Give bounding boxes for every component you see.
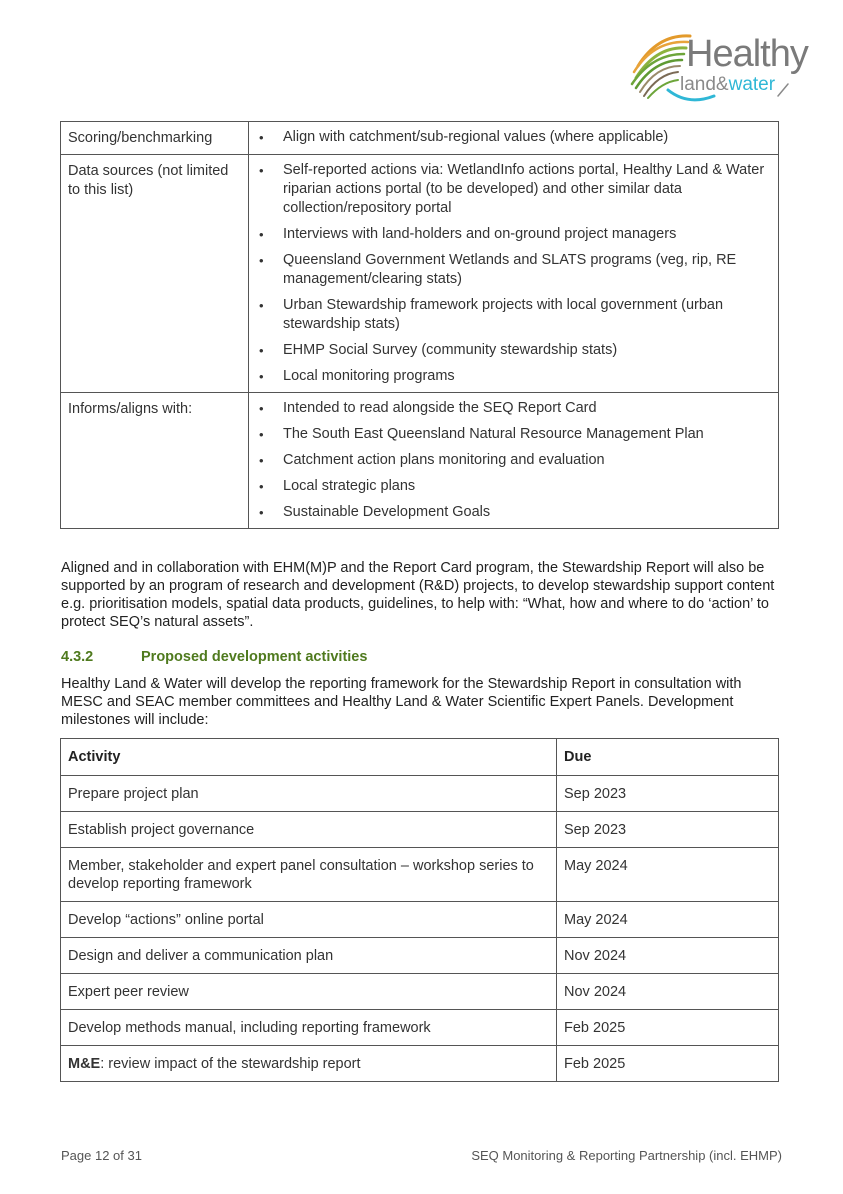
footer-page-number: Page 12 of 31 [61, 1148, 142, 1163]
activity-bold-prefix: M&E [68, 1056, 101, 1072]
list-item: • The South East Queensland Natural Resource Management Plan [257, 425, 768, 444]
activity-table [60, 738, 779, 1082]
row-content [249, 393, 779, 529]
table-row [61, 812, 779, 848]
row-label: Data sources (not limited to this list) [61, 155, 249, 393]
logo-word-water: water [728, 74, 776, 95]
activity-cell: Develop “actions” online portal [61, 902, 557, 938]
bullet-list [257, 128, 768, 147]
table-row [61, 902, 779, 938]
list-item: • Interviews with land-holders and on-ground project managers [257, 225, 768, 244]
info-table [60, 121, 779, 529]
row-content [249, 122, 779, 155]
list-item: • Urban Stewardship framework projects with local government (urban stewardship stats) [257, 296, 768, 334]
due-cell: May 2024 [557, 848, 779, 902]
section-number: 4.3.2 [61, 649, 94, 665]
table-row [61, 1046, 779, 1082]
due-cell: Feb 2025 [557, 1046, 779, 1082]
logo-word-healthy: Healthy [686, 33, 808, 75]
list-item: • Align with catchment/sub-regional values (where applicable) [257, 128, 768, 147]
due-cell: Sep 2023 [557, 776, 779, 812]
logo-word-land: land [680, 74, 716, 95]
paragraph-rnd: Aligned and in collaboration with EHM(M)P and the Report Card program, the Stewardship Report will also be supported by an program of research and development (R&D) projects, to develop stewardship support content e.g. prioritisation models, spatial data products, guidelines, to help with: “What, how and where to do ‘action’ to protect SEQ’s natural assets”. [61, 560, 775, 630]
activity-cell: Design and deliver a communication plan [61, 938, 557, 974]
activity-cell: Prepare project plan [61, 776, 557, 812]
due-cell: Nov 2024 [557, 938, 779, 974]
list-item: • Catchment action plans monitoring and evaluation [257, 451, 768, 470]
bullet-list [257, 399, 768, 522]
table-row [61, 974, 779, 1010]
row-label: Scoring/benchmarking [61, 122, 249, 155]
section-title: Proposed development activities [141, 649, 368, 665]
due-cell: Sep 2023 [557, 812, 779, 848]
list-item: • Local monitoring programs [257, 367, 768, 386]
activity-text: : review impact of the stewardship report [100, 1056, 361, 1072]
due-cell: Feb 2025 [557, 1010, 779, 1046]
activity-cell: Establish project governance [61, 812, 557, 848]
column-header-due: Due [557, 739, 779, 776]
list-item: • Local strategic plans [257, 477, 768, 496]
section-heading [61, 649, 367, 665]
table-row [61, 393, 779, 529]
activity-cell: Member, stakeholder and expert panel consultation – workshop series to develop reporting framework [61, 848, 557, 902]
paragraph-intro: Healthy Land & Water will develop the reporting framework for the Stewardship Report in consultation with MESC and SEAC member committees and Healthy Land & Water Scientific Expert Panels. Development milestones will include: [61, 676, 742, 728]
table-header-row [61, 739, 779, 776]
bullet-list [257, 161, 768, 386]
table-row [61, 155, 779, 393]
table-row [61, 1010, 779, 1046]
list-item: • Self-reported actions via: WetlandInfo actions portal, Healthy Land & Water riparian actions portal (to be developed) and other similar data collection/repository portal [257, 161, 768, 218]
due-cell: May 2024 [557, 902, 779, 938]
logo-word-land-water [680, 74, 775, 96]
list-item: • Intended to read alongside the SEQ Report Card [257, 399, 768, 418]
logo-ampersand: & [715, 74, 729, 95]
list-item: • EHMP Social Survey (community stewardship stats) [257, 341, 768, 360]
activity-cell: Expert peer review [61, 974, 557, 1010]
table-row [61, 776, 779, 812]
table-row [61, 938, 779, 974]
list-item: • Sustainable Development Goals [257, 503, 768, 522]
table-row [61, 848, 779, 902]
row-label: Informs/aligns with: [61, 393, 249, 529]
due-cell: Nov 2024 [557, 974, 779, 1010]
table-row [61, 122, 779, 155]
activity-cell [61, 1046, 557, 1082]
list-item: • Queensland Government Wetlands and SLATS programs (veg, rip, RE management/clearing stats) [257, 251, 768, 289]
column-header-activity: Activity [61, 739, 557, 776]
activity-cell: Develop methods manual, including reporting framework [61, 1010, 557, 1046]
row-content [249, 155, 779, 393]
footer-document-title: SEQ Monitoring & Reporting Partnership (incl. EHMP) [471, 1148, 782, 1163]
